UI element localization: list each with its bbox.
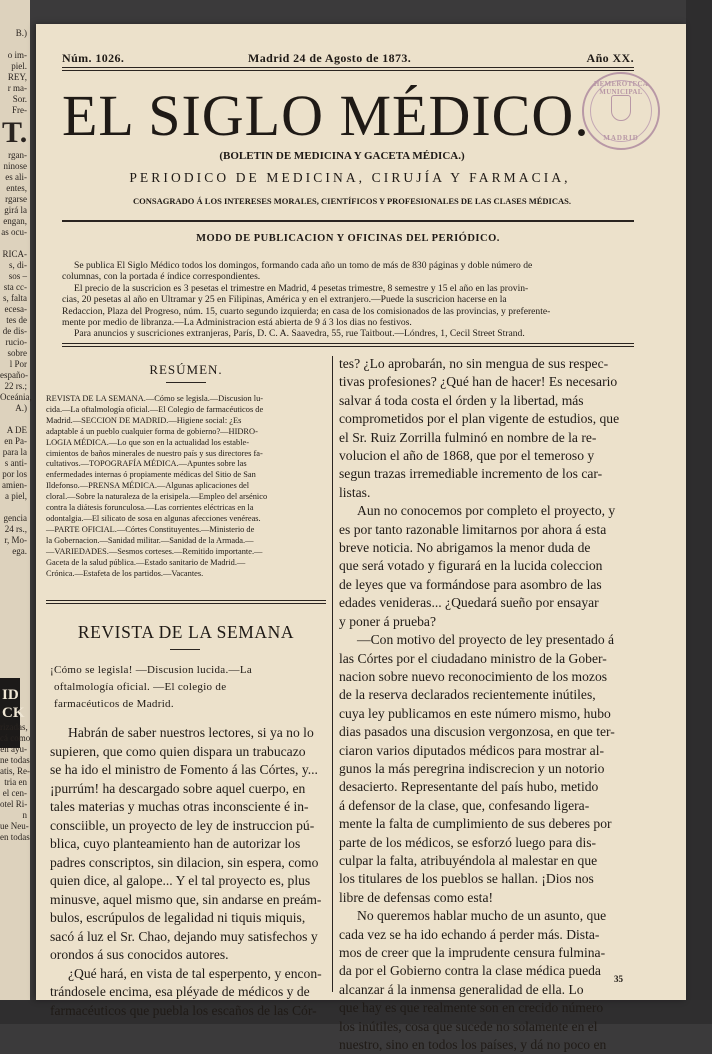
left-fragment-line: piel. xyxy=(11,61,27,71)
text-line: enfermedades internas ó propiamente médicas del Sitio de San xyxy=(46,470,256,480)
text-line: padres conscriptos, sin dilacion, sin espera, como xyxy=(50,854,319,870)
left-lines-b xyxy=(0,249,30,414)
text-line: Crónica.—Estafeta de los partidos.—Vacantes. xyxy=(46,568,204,578)
text-line: adaptable á un pueblo cualquier forma de gobierno?—HIDRO- xyxy=(46,426,258,436)
left-fragment-line: sobre xyxy=(7,348,27,358)
left-big-letter: T. xyxy=(2,116,28,149)
left-top-lines xyxy=(0,28,30,116)
publication-line: cias, 20 pesetas al año en Ultramar y 25 en Filipinas, América y en el extranjero.—Puede la suscricion hacerse en la xyxy=(62,294,507,306)
revista-heading: REVISTA DE LA SEMANA xyxy=(77,622,295,642)
publication-line: Para anuncios y suscriciones extranjeras, París, D. C. A. Saavedra, 55, rue Taitbout.—Lóndres, 1, Cecil Street Strand. xyxy=(74,328,525,340)
left-fragment-line: as ocu- xyxy=(1,227,27,237)
left-fragment-line: en ayu- xyxy=(0,744,27,754)
text-line: ¿Qué hará, en vista de tal esperpento, y encon- xyxy=(68,965,322,981)
right-margin-background xyxy=(686,0,712,1024)
text-line: es por tanto razonable limitarnos por ahora á esta xyxy=(339,521,607,537)
text-line: que hay es que realmente son en crecido número xyxy=(339,1000,604,1016)
publication-line: mente por medio de libranza.—La Administracion está abierta de 9 á 3 los dias no festivos. xyxy=(62,317,412,329)
resumen-rule-bottom-2 xyxy=(46,603,326,604)
header-divider xyxy=(62,220,634,222)
text-line: bulos, escrúpulos de legalidad ni tiquis miquis, xyxy=(50,910,306,925)
left-fragment-line: a piel, xyxy=(5,491,27,501)
left-fragment-line: Sor. xyxy=(12,94,27,104)
newspaper-subtitle: (BOLETIN DE MEDICINA Y GACETA MÉDICA.) xyxy=(219,150,465,162)
left-fragment-line: en todas xyxy=(0,832,30,842)
stamp-top-text: HEMEROTECA MUNICIPAL xyxy=(593,80,649,96)
left-fragment-line: sta cc- xyxy=(3,282,27,292)
left-fragment-line: ninose xyxy=(3,161,27,171)
resumen-rule xyxy=(166,382,206,383)
text-line: odontalgia.—El silicato de sosa en algunas afecciones venéreas. xyxy=(46,513,261,523)
text-line: se ha ido el ministro de Fomento á las Córtes, y... xyxy=(50,762,318,777)
stamp-bottom-text: MADRID xyxy=(603,134,639,142)
left-fragment-line: españo- xyxy=(0,370,28,380)
left-page-fragment xyxy=(0,28,30,1000)
text-line: No queremos hablar mucho de un asunto, que xyxy=(357,908,607,924)
revista-body xyxy=(50,724,326,1020)
text-line: dias pasados una discusion vergonzosa, en que ter- xyxy=(339,724,615,740)
publication-line: columnas, con la portada é índice correspondientes. xyxy=(62,271,261,283)
left-fragment-line: r, Mo- xyxy=(4,535,27,545)
left-fragment-line: B.) xyxy=(15,28,27,38)
text-line: desacierto. Representante del país hubo, metido xyxy=(339,779,599,795)
left-fragment-line: Oceánia, xyxy=(0,392,32,402)
revista-summary-line: farmacéuticos de Madrid. xyxy=(54,698,174,710)
text-line: alcanzar á la inmensa generalidad de ella. Lo xyxy=(339,981,584,997)
text-line: parte de los médicos, se esforzó luego para dis- xyxy=(339,834,597,850)
publication-info xyxy=(62,260,640,340)
text-line: breve noticia. No abrigamos la menor duda de xyxy=(339,540,591,556)
text-line: de la reserva declarados recientemente inútiles, xyxy=(339,687,596,703)
text-line: LOGIA MÉDICA.—Lo que son en la actualidad los estable- xyxy=(46,437,250,447)
library-stamp xyxy=(582,72,660,150)
left-fragment-line: r ma- xyxy=(7,83,27,93)
text-line: libre de defensas como esta! xyxy=(339,889,493,905)
text-line: cultativos.—TOPOGRAFÍA MÉDICA.—Apuntes sobre las xyxy=(46,459,247,469)
left-fragment-line: tes de xyxy=(6,315,27,325)
text-line: nuestro, sino en todos los países, y dá no poco en xyxy=(339,1037,607,1053)
page-number: 35 xyxy=(614,974,623,984)
text-line: cuya ley publicamos en este número mismo, hubo xyxy=(339,705,611,721)
text-line: de leyes que va formándose para asombro de las xyxy=(339,576,602,592)
left-fragment-line: 24 rs., xyxy=(4,524,27,534)
text-line: Aun no conocemos por completo el proyecto, y xyxy=(357,503,616,519)
masthead-rule-top xyxy=(62,67,634,68)
left-fragment-line: REY, xyxy=(7,72,27,82)
left-fragment-line: A.) xyxy=(15,403,27,413)
columns-rule-top-2 xyxy=(62,346,634,347)
text-line: nacion sobre nuevo reconocimiento de los mozos xyxy=(339,668,608,684)
text-line: comprometidos por el plan vigente de estudios, que xyxy=(339,411,620,427)
right-column-body xyxy=(339,355,639,1054)
text-line: Madrid.—SECCION DE MADRID.—Higiene social: ¿Es xyxy=(46,415,242,425)
newspaper-title: EL SIGLO MÉDICO. xyxy=(62,83,590,148)
publication-line: Se publica El Siglo Médico todos los domingos, formando cada año un tomo de más de 830 páginas y doble número de xyxy=(74,260,533,271)
text-line: REVISTA DE LA SEMANA.—Cómo se legisla.—Discusion lu- xyxy=(46,394,264,403)
revista-summary xyxy=(50,662,326,713)
left-fragment-line: rgarse xyxy=(5,194,27,204)
left-fragment-line: ega. xyxy=(12,546,27,556)
left-fragment-line: s anti- xyxy=(4,458,27,468)
text-line: —PARTE OFICIAL.—Córtes Constituyentes.—Ministerio de xyxy=(46,524,255,534)
left-fragment-line: cá como xyxy=(0,733,31,743)
left-fragment-line: de dis- xyxy=(2,326,27,336)
text-line: sacó á luz el Sr. Chao, dejando muy satisfechos y xyxy=(50,928,318,944)
publication-line: El precio de la suscricion es 3 pesetas el trimestre en Madrid, 4 pesetas trimestre, 8 semestre y 15 el año en las provin- xyxy=(74,282,529,294)
text-line: da por el Gobierno contra la clase médica pueda xyxy=(339,963,601,979)
newspaper-dedication: CONSAGRADO Á LOS INTERESES MORALES, CIENTÍFICOS Y PROFESIONALES DE LAS CLASES MÉDICAS. xyxy=(133,196,571,206)
resumen-rule-bottom xyxy=(46,600,326,601)
coat-of-arms-icon xyxy=(611,95,631,121)
left-fragment-line: rucio- xyxy=(5,337,27,347)
publication-line: Redaccion, Plaza del Progreso, núm. 15, cuarto segundo izquierda; en casa de los comisionados de las provincias, y preferente- xyxy=(62,305,551,317)
text-line: tivas profesiones? ¿Qué han de hacer! Es necesario xyxy=(339,374,618,390)
text-line: y poner á prueba? xyxy=(339,613,436,629)
left-fragment-line: o im- xyxy=(7,50,27,60)
left-fragment-line: otel Ri- xyxy=(0,799,28,809)
text-line: segun trazas irremediable incremento de los car- xyxy=(339,466,603,482)
publication-heading: MODO DE PUBLICACION Y OFICINAS DEL PERIÓDICO. xyxy=(196,233,500,244)
column-divider xyxy=(332,356,333,992)
left-fragment-line: entes, xyxy=(6,183,27,193)
left-fragment-line: tria en xyxy=(4,777,27,787)
text-line: blica, cuyo planteamiento han de autorizar los xyxy=(50,836,301,851)
newspaper-tagline: PERIODICO DE MEDICINA, CIRUJÍA Y FARMACIA, xyxy=(129,170,571,185)
text-line: los titulares de los pueblos se hallan. ¡Dios nos xyxy=(339,871,594,887)
left-fragment-line: ne todas xyxy=(0,755,30,765)
text-line: minusve, aquel mismo que, sin andarse en preám- xyxy=(50,891,322,907)
masthead-rule-top-2 xyxy=(62,70,634,71)
text-line: Gaceta de la salud pública.—Estado sanitario de Madrid.— xyxy=(46,557,246,567)
text-line: edades venideras... ¿Quedará sueño por ensayar xyxy=(339,595,599,611)
text-line: que será votado y figurará en la lucida coleccion xyxy=(339,558,603,574)
text-line: orondos á sus conocidos autores. xyxy=(50,947,229,962)
left-fragment-line: para la xyxy=(2,447,27,457)
text-line: volucion el año de 1868, que por el temeroso y xyxy=(339,448,595,464)
left-fragment-line: atis, Re- xyxy=(0,766,30,776)
columns-rule-top xyxy=(62,343,634,344)
text-line: á defensor de la clase, que, confesando ligera- xyxy=(339,797,590,813)
text-line: tales materias y muchas otras inconsciente é in- xyxy=(50,799,309,814)
text-line: las Córtes por el ciudadano ministro de la Gober- xyxy=(339,650,607,666)
text-line: salvar á toda costa el órden y la libertad, más xyxy=(339,392,584,408)
left-fragment-line: s, falta xyxy=(3,293,27,303)
text-line: cada vez se ha ido echando á perder más. Dista- xyxy=(339,926,600,942)
left-fragment-line: es ali- xyxy=(5,172,27,182)
text-line: la Gobernacion.—Sanidad militar.—Sanidad de la Armada.— xyxy=(46,535,254,545)
text-line: cloral.—Sobre la naturaleza de la erisipela.—Empleo del arsénico xyxy=(46,492,268,502)
left-fragment-line: rizadas, xyxy=(0,722,28,732)
left-fragment-line: 22 rs.; xyxy=(4,381,27,391)
issue-number: Núm. 1026. xyxy=(62,51,125,65)
left-fragment-line: ecesa- xyxy=(4,304,27,314)
left-fragment-line: l Por xyxy=(9,359,27,369)
revista-summary-line: ¡Cómo se legisla! —Discusion lucida.—La xyxy=(50,664,253,676)
text-line: mente la falta de cumplimiento de sus deberes por xyxy=(339,816,612,832)
revista-summary-line: oftalmología oficial. —El colegio de xyxy=(54,681,227,693)
text-line: mos de creer que la imprudente censura fulmina- xyxy=(339,945,606,960)
text-line: tes? ¿Lo aprobarán, no sin mengua de sus respec- xyxy=(339,356,609,371)
left-fragment-line: engan, xyxy=(3,216,27,226)
left-fragment-line: A DE xyxy=(6,425,27,435)
left-fragment-line: ue Neu- xyxy=(0,821,29,831)
left-fragment-line: s, di- xyxy=(9,260,27,270)
left-fragment-line: por los xyxy=(2,469,27,479)
left-fragment-line: gencia xyxy=(3,513,27,523)
text-line: farmacéuticos que puebla los escaños de las Cór- xyxy=(50,1002,317,1018)
left-lines-e xyxy=(0,722,30,843)
text-line: los inútiles, cosa que sucede no solamente en el xyxy=(339,1018,598,1034)
left-fragment-line: n xyxy=(22,810,27,820)
left-fragment-line: el cen- xyxy=(2,788,27,798)
text-line: cida.—La oftalmología oficial.—El Colegio de farmacéuticos de xyxy=(46,404,264,414)
revista-rule xyxy=(170,649,200,650)
left-fragment-line: girá la xyxy=(4,205,27,215)
text-line: culpar la falta, atribuyéndola al malestar en que xyxy=(339,852,598,868)
text-line: ciaron varios diputados médicos para mostrar al- xyxy=(339,742,604,758)
text-line: supieren, que como quien dispara un trabucazo xyxy=(50,743,306,759)
left-fragment-line: rgan- xyxy=(8,150,27,160)
text-line: ¡purrúm! ha descargado sobre aquel cuerpo, en xyxy=(50,780,306,796)
text-line: listas. xyxy=(339,484,371,500)
text-line: contra la diátesis forunculosa.—Las corrientes eléctricas en la xyxy=(46,503,254,513)
left-fragment-line: Fre- xyxy=(12,105,27,115)
text-line: —VARIEDADES.—Sesmos corteses.—Remitido importante.— xyxy=(46,546,263,556)
issue-date: Madrid 24 de Agosto de 1873. xyxy=(248,51,412,65)
text-line: cimientos de baños minerales de nuestro país y sus directores fa- xyxy=(46,448,263,458)
text-line: Ildefonso.—PRENSA MÉDICA.—Algunas aplicaciones del xyxy=(46,481,250,491)
text-line: trándosele encima, esa pléyade de médicos y de xyxy=(50,984,310,999)
newspaper-page xyxy=(36,24,686,1053)
left-fragment-line: RICA- xyxy=(2,249,27,259)
left-fragment-line: en Pa- xyxy=(4,436,27,446)
left-fragment-line xyxy=(0,39,30,50)
left-fragment-line: sos – xyxy=(8,271,27,281)
resumen-body xyxy=(46,394,326,579)
left-advert-box: ID CK xyxy=(0,678,20,748)
left-lines-c xyxy=(0,425,30,502)
text-line: gunos la más peregrina indiscrecion y un notorio xyxy=(339,760,605,776)
left-lines-a xyxy=(0,150,30,238)
issue-year: Año XX. xyxy=(586,51,634,65)
text-line: consciible, un proyecto de ley de instruccion pú- xyxy=(50,817,315,833)
text-line: Habrán de saber nuestros lectores, si ya no lo xyxy=(68,725,314,740)
text-line: —Con motivo del proyecto de ley presentado á xyxy=(357,632,615,648)
text-line: el Sr. Ruiz Zorrilla fulminó en nombre de la re- xyxy=(339,429,597,445)
resumen-heading: RESÚMEN. xyxy=(149,362,223,377)
left-lines-d xyxy=(0,513,30,557)
text-line: quien dice, al galope... Y el tal proyecto es, plus xyxy=(50,873,311,888)
left-fragment-line: amien- xyxy=(2,480,27,490)
